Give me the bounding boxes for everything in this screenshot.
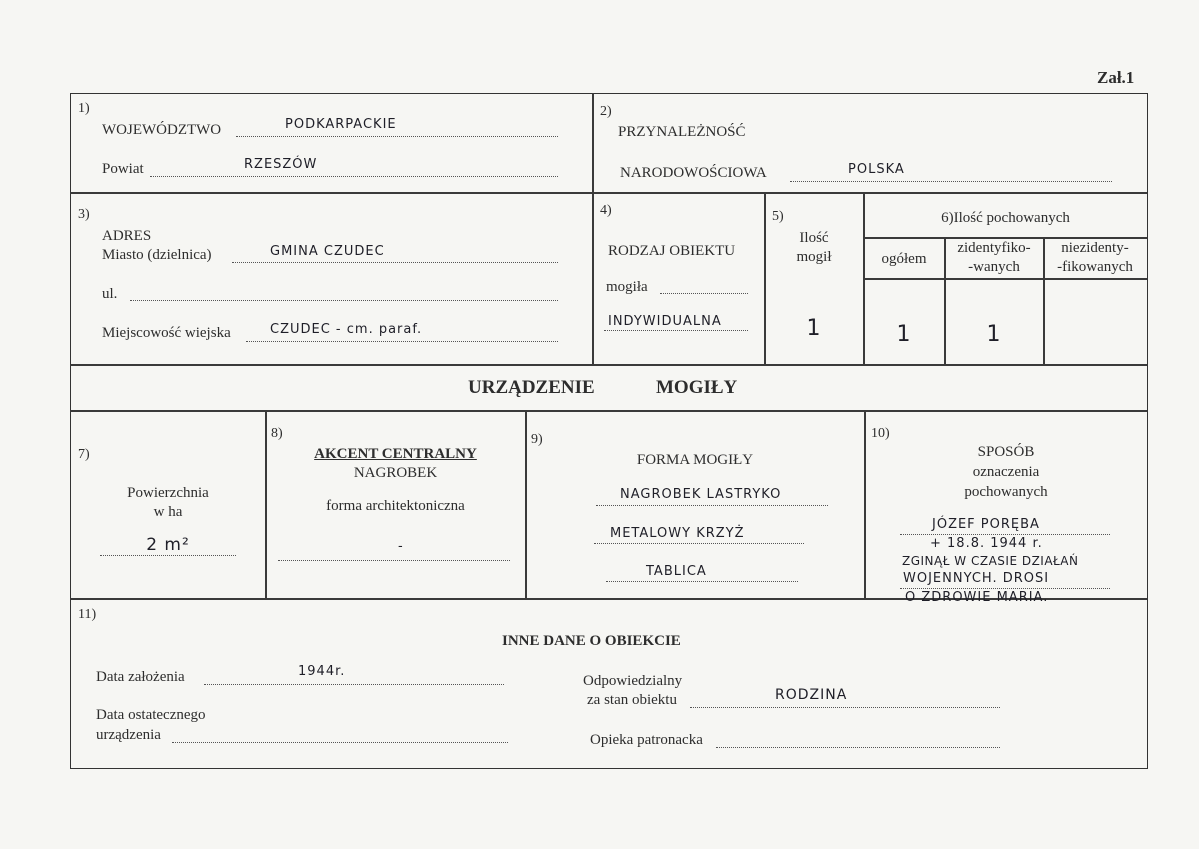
grave-arrangement-title-2: MOGIŁY <box>656 377 738 398</box>
central-accent-title: AKCENT CENTRALNY <box>314 446 477 462</box>
dotted-leader <box>900 588 1110 589</box>
identified-header-1: zidentyfiko- <box>957 240 1031 256</box>
area-value: 2 m² <box>146 535 190 555</box>
section-3-number: 3) <box>78 207 90 222</box>
responsible-value: RODZINA <box>775 687 848 703</box>
marking-line-4: WOJENNYCH. DROSI <box>903 571 1050 586</box>
dotted-leader <box>900 534 1110 535</box>
dotted-leader <box>100 555 236 556</box>
city-value: GMINA CZUDEC <box>270 244 385 259</box>
dotted-leader <box>790 181 1112 182</box>
grave-form-line-3: TABLICA <box>646 564 707 579</box>
graves-count-label-1: Ilość <box>799 230 829 246</box>
area-label-2: w ha <box>153 504 183 520</box>
city-label: Miasto (dzielnica) <box>102 247 212 263</box>
architectural-form-label: forma architektoniczna <box>326 498 465 514</box>
grave-arrangement-title-1: URZĄDZENIE <box>468 377 595 398</box>
final-arrangement-label-2: urządzenia <box>96 727 161 743</box>
village-value: CZUDEC - cm. paraf. <box>270 322 423 337</box>
dotted-leader <box>596 505 828 506</box>
grave-label: mogiła <box>606 279 648 295</box>
dotted-leader <box>278 560 510 561</box>
object-type-label: RODZAJ OBIEKTU <box>608 243 736 259</box>
responsible-label-2: za stan obiektu <box>587 692 677 708</box>
dotted-leader <box>594 543 804 544</box>
graves-count-value: 1 <box>806 316 822 341</box>
buried-total-header: ogółem <box>881 251 927 267</box>
marking-label-2: oznaczenia <box>972 464 1040 480</box>
grave-form-line-1: NAGROBEK LASTRYKO <box>620 487 782 502</box>
section-11-number: 11) <box>78 607 97 622</box>
divider <box>70 192 1147 194</box>
divider <box>525 410 527 598</box>
dotted-leader <box>604 330 748 331</box>
tombstone-label: NAGROBEK <box>353 465 438 481</box>
street-label: ul. <box>102 286 118 302</box>
dotted-leader <box>236 136 558 137</box>
divider <box>863 237 1147 239</box>
object-type-value: INDYWIDUALNA <box>608 314 722 329</box>
voivodeship-value: PODKARPACKIE <box>285 117 397 132</box>
architectural-form-value: - <box>398 539 404 554</box>
marking-line-3: ZGINĄŁ W CZASIE DZIAŁAŃ <box>902 554 1079 568</box>
village-label: Miejscowość wiejska <box>102 325 231 341</box>
county-value: RZESZÓW <box>244 157 318 172</box>
address-label: ADRES <box>102 228 152 244</box>
section-4-number: 4) <box>600 203 612 218</box>
section-7-number: 7) <box>78 447 90 462</box>
divider <box>592 93 594 364</box>
unidentified-header-1: niezidenty- <box>1061 240 1129 256</box>
attachment-label: Zał.1 <box>1097 68 1135 87</box>
nationality-label-2: NARODOWOŚCIOWA <box>620 165 767 181</box>
dotted-leader <box>606 581 798 582</box>
marking-line-2: + 18.8. 1944 r. <box>930 536 1043 551</box>
divider <box>70 364 1147 366</box>
founding-date-label: Data założenia <box>96 669 185 685</box>
section-1-number: 1) <box>78 101 90 116</box>
section-8-number: 8) <box>271 426 283 441</box>
divider <box>70 410 1147 412</box>
unidentified-header-2: -fikowanych <box>1057 259 1133 275</box>
marking-label-1: SPOSÓB <box>977 444 1035 460</box>
patronage-label: Opieka patronacka <box>590 732 703 748</box>
buried-total-value: 1 <box>896 322 912 347</box>
section-10-number: 10) <box>871 426 890 441</box>
marking-line-5: O ZDROWIE MARIA. <box>905 590 1049 605</box>
other-data-title: INNE DANE O OBIEKCIE <box>502 633 681 649</box>
dotted-leader <box>690 707 1000 708</box>
section-5-number: 5) <box>772 209 784 224</box>
dotted-leader <box>130 300 558 301</box>
dotted-leader <box>246 341 558 342</box>
dotted-leader <box>716 747 1000 748</box>
final-arrangement-label-1: Data ostatecznego <box>96 707 206 723</box>
nationality-label-1: PRZYNALEŻNOŚĆ <box>618 124 746 140</box>
county-label: Powiat <box>102 161 144 177</box>
nationality-value: POLSKA <box>848 162 905 177</box>
dotted-leader <box>172 742 508 743</box>
grave-form-label: FORMA MOGIŁY <box>636 452 754 468</box>
responsible-label-1: Odpowiedzialny <box>583 673 683 689</box>
grave-form-line-2: METALOWY KRZYŻ <box>610 526 745 541</box>
divider <box>863 278 1147 280</box>
founding-date-value: 1944r. <box>298 664 346 679</box>
dotted-leader <box>660 293 748 294</box>
divider <box>864 410 866 598</box>
area-label-1: Powierzchnia <box>127 485 209 501</box>
graves-count-label-2: mogił <box>796 249 832 265</box>
identified-value: 1 <box>986 322 1002 347</box>
marking-line-1: JÓZEF PORĘBA <box>932 517 1040 532</box>
section-9-number: 9) <box>531 432 543 447</box>
marking-label-3: pochowanych <box>964 484 1048 500</box>
section-2-number: 2) <box>600 104 612 119</box>
dotted-leader <box>150 176 558 177</box>
voivodeship-label: WOJEWÓDZTWO <box>102 122 222 138</box>
identified-header-2: -wanych <box>968 259 1020 275</box>
form-frame <box>70 93 1148 769</box>
dotted-leader <box>204 684 504 685</box>
dotted-leader <box>232 262 558 263</box>
buried-count-header: 6)Ilość pochowanych <box>941 210 1070 226</box>
